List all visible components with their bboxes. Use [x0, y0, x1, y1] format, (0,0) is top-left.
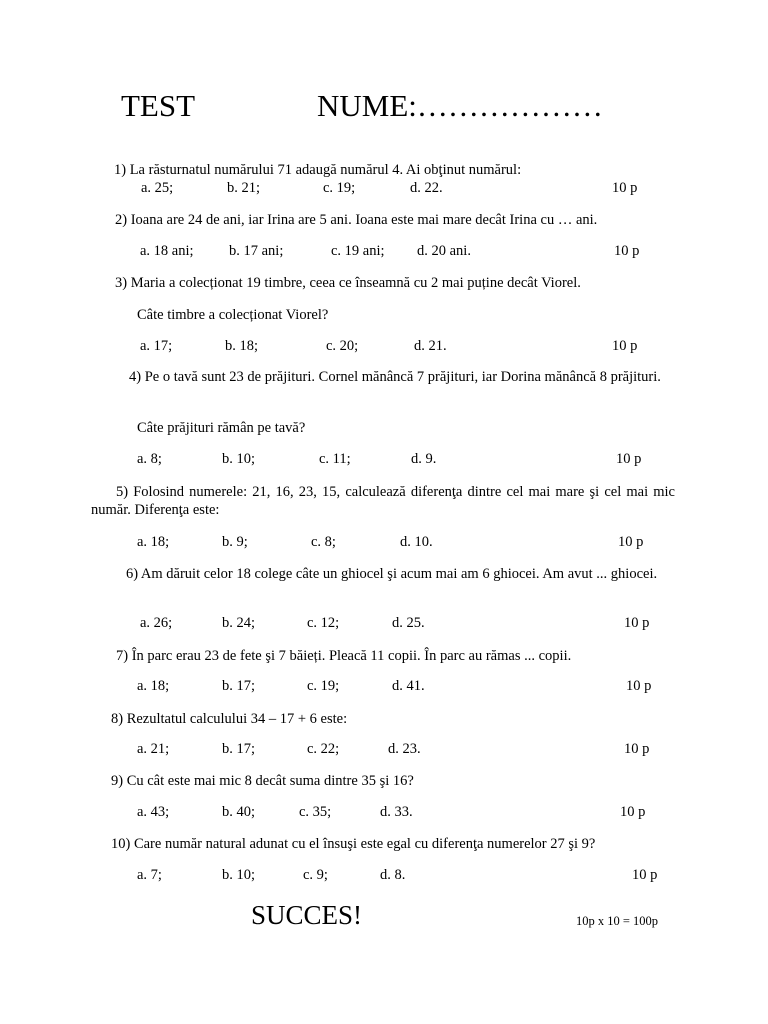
q1-points: 10 p — [612, 180, 638, 196]
question-6-text-content: 6) Am dăruit celor 18 colege câte un ghiocel şi acum mai am 6 ghiocei. Am avut ... ghiocei. — [126, 566, 658, 582]
name-field-label: NUME:……………… — [317, 88, 603, 123]
q9-answer-b: b. 40; — [222, 804, 256, 820]
question-5-text — [91, 483, 675, 519]
q10-answer-b: b. 10; — [222, 867, 256, 883]
q4-answer-a: a. 8; — [137, 451, 162, 467]
q5-answer-a: a. 18; — [137, 534, 170, 550]
question-5-text-content: 5) Folosind numerele: 21, 16, 23, 15, calculează diferenţa dintre cel mai mare şi cel mai mic număr. Diferenţa este: — [91, 484, 675, 518]
q2-answer-a: a. 18 ani; — [140, 243, 194, 259]
total-points: 10p x 10 = 100p — [576, 914, 659, 928]
q4-points: 10 p — [616, 451, 642, 467]
q5-answer-c: c. 8; — [311, 534, 336, 550]
q1-answer-c: c. 19; — [323, 180, 356, 196]
q7-answer-c: c. 19; — [307, 678, 340, 694]
q6-answer-d: d. 25. — [392, 615, 425, 631]
question-8-text: 8) Rezultatul calculului 34 – 17 + 6 este: — [111, 711, 348, 727]
q9-answer-a: a. 43; — [137, 804, 170, 820]
q8-points: 10 p — [624, 741, 650, 757]
q7-answer-d: d. 41. — [392, 678, 425, 694]
question-6-text — [91, 565, 675, 583]
q10-points: 10 p — [632, 867, 658, 883]
q7-answer-b: b. 17; — [222, 678, 256, 694]
q4-answer-d: d. 9. — [411, 451, 437, 467]
q9-answer-c: c. 35; — [299, 804, 332, 820]
q6-answer-b: b. 24; — [222, 615, 256, 631]
q6-answer-a: a. 26; — [140, 615, 173, 631]
question-7-text: 7) În parc erau 23 de fete şi 7 băieți. Pleacă 11 copii. În parc au rămas ... copii. — [116, 648, 572, 664]
q1-answer-b: b. 21; — [227, 180, 261, 196]
question-9-text: 9) Cu cât este mai mic 8 decât suma dintre 35 şi 16? — [111, 773, 414, 789]
q4-answer-b: b. 10; — [222, 451, 256, 467]
q1-answer-d: d. 22. — [410, 180, 443, 196]
q3-answer-c: c. 20; — [326, 338, 359, 354]
question-3-subtext: Câte timbre a colecționat Viorel? — [137, 307, 329, 323]
q7-points: 10 p — [626, 678, 652, 694]
q8-answer-b: b. 17; — [222, 741, 256, 757]
q2-answer-b: b. 17 ani; — [229, 243, 284, 259]
q3-answer-a: a. 17; — [140, 338, 173, 354]
q6-answer-c: c. 12; — [307, 615, 340, 631]
q5-answer-d: d. 10. — [400, 534, 433, 550]
question-1-text: 1) La răsturnatul numărului 71 adaugă numărul 4. Ai obţinut numărul: — [114, 162, 522, 178]
question-4-text — [91, 368, 675, 386]
q9-answer-d: d. 33. — [380, 804, 413, 820]
q10-answer-d: d. 8. — [380, 867, 406, 883]
q2-answer-c: c. 19 ani; — [331, 243, 385, 259]
q2-points: 10 p — [614, 243, 640, 259]
q3-answer-d: d. 21. — [414, 338, 447, 354]
q8-answer-d: d. 23. — [388, 741, 421, 757]
q8-answer-c: c. 22; — [307, 741, 340, 757]
q7-answer-a: a. 18; — [137, 678, 170, 694]
q3-answer-b: b. 18; — [225, 338, 259, 354]
q2-answer-d: d. 20 ani. — [417, 243, 471, 259]
question-4-subtext: Câte prăjituri rămân pe tavă? — [137, 420, 306, 436]
q3-points: 10 p — [612, 338, 638, 354]
test-title: TEST — [121, 88, 196, 123]
q6-points: 10 p — [624, 615, 650, 631]
question-10-text: 10) Care număr natural adunat cu el însuşi este egal cu diferenţa numerelor 27 şi 9? — [111, 836, 596, 852]
question-3-text: 3) Maria a colecționat 19 timbre, ceea ce înseamnă cu 2 mai puține decât Viorel. — [115, 275, 581, 291]
q4-answer-c: c. 11; — [319, 451, 351, 467]
q5-points: 10 p — [618, 534, 644, 550]
q1-answer-a: a. 25; — [141, 180, 174, 196]
q10-answer-a: a. 7; — [137, 867, 162, 883]
question-4-text-content: 4) Pe o tavă sunt 23 de prăjituri. Cornel mănâncă 7 prăjituri, iar Dorina mănâncă 8 prăjituri. — [129, 369, 661, 385]
succes-message: SUCCES! — [251, 900, 363, 930]
q10-answer-c: c. 9; — [303, 867, 328, 883]
q8-answer-a: a. 21; — [137, 741, 170, 757]
q9-points: 10 p — [620, 804, 646, 820]
question-2-text: 2) Ioana are 24 de ani, iar Irina are 5 ani. Ioana este mai mare decât Irina cu … ani. — [115, 212, 598, 228]
q5-answer-b: b. 9; — [222, 534, 248, 550]
